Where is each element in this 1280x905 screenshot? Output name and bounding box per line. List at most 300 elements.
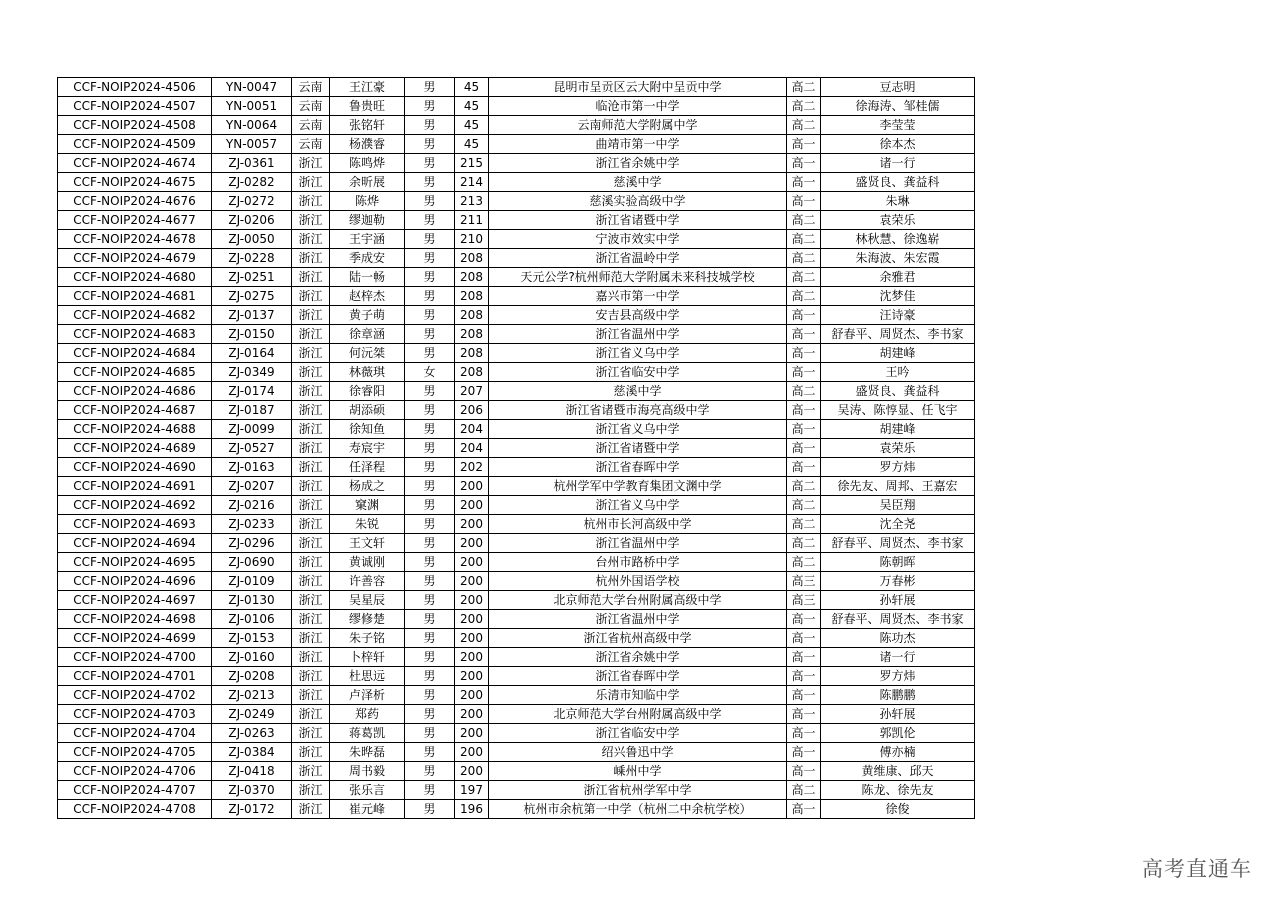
cell-name: 郑药 [330,705,405,724]
cell-exam-id: ZJ-0160 [212,648,292,667]
cell-contest-id: CCF-NOIP2024-4694 [58,534,212,553]
cell-name: 许善容 [330,572,405,591]
cell-name: 蒋葛凯 [330,724,405,743]
cell-coach: 汪诗豪 [821,306,975,325]
cell-gender: 男 [405,553,455,572]
cell-region: 浙江 [292,648,330,667]
cell-region: 云南 [292,135,330,154]
cell-region: 浙江 [292,268,330,287]
cell-name: 季成安 [330,249,405,268]
cell-grade: 高一 [787,420,821,439]
cell-score: 200 [455,629,489,648]
cell-name: 吴星辰 [330,591,405,610]
cell-coach: 朱海波、朱宏霞 [821,249,975,268]
cell-grade: 高三 [787,572,821,591]
table-row [58,382,975,401]
cell-gender: 男 [405,382,455,401]
cell-school: 绍兴鲁迅中学 [489,743,787,762]
cell-name: 缪迦勒 [330,211,405,230]
cell-gender: 男 [405,743,455,762]
cell-gender: 男 [405,724,455,743]
cell-school: 浙江省温州中学 [489,610,787,629]
cell-exam-id: ZJ-0296 [212,534,292,553]
cell-contest-id: CCF-NOIP2024-4691 [58,477,212,496]
cell-school: 浙江省义乌中学 [489,496,787,515]
cell-coach: 陈鹏鹏 [821,686,975,705]
cell-score: 202 [455,458,489,477]
cell-school: 浙江省温岭中学 [489,249,787,268]
cell-grade: 高二 [787,97,821,116]
cell-school: 浙江省诸暨市海亮高级中学 [489,401,787,420]
cell-gender: 男 [405,287,455,306]
cell-gender: 男 [405,496,455,515]
cell-name: 杨成之 [330,477,405,496]
cell-score: 200 [455,477,489,496]
cell-gender: 男 [405,268,455,287]
cell-coach: 徐先友、周邦、王嘉宏 [821,477,975,496]
cell-school: 北京师范大学台州附属高级中学 [489,705,787,724]
cell-coach: 李莹莹 [821,116,975,135]
table-row [58,572,975,591]
cell-region: 浙江 [292,287,330,306]
cell-coach: 胡建峰 [821,420,975,439]
cell-gender: 男 [405,325,455,344]
cell-name: 鲁贵旺 [330,97,405,116]
cell-grade: 高三 [787,591,821,610]
cell-contest-id: CCF-NOIP2024-4701 [58,667,212,686]
cell-gender: 男 [405,515,455,534]
cell-grade: 高二 [787,230,821,249]
cell-region: 浙江 [292,306,330,325]
table-row [58,154,975,173]
cell-contest-id: CCF-NOIP2024-4681 [58,287,212,306]
cell-gender: 男 [405,686,455,705]
cell-name: 王文轩 [330,534,405,553]
cell-contest-id: CCF-NOIP2024-4508 [58,116,212,135]
cell-score: 45 [455,116,489,135]
cell-gender: 男 [405,458,455,477]
cell-gender: 男 [405,629,455,648]
cell-name: 胡添硕 [330,401,405,420]
cell-name: 周书毅 [330,762,405,781]
cell-name: 陆一畅 [330,268,405,287]
cell-name: 杜思远 [330,667,405,686]
cell-exam-id: ZJ-0361 [212,154,292,173]
cell-school: 浙江省春晖中学 [489,458,787,477]
cell-contest-id: CCF-NOIP2024-4704 [58,724,212,743]
cell-gender: 男 [405,344,455,363]
cell-gender: 男 [405,97,455,116]
cell-school: 浙江省义乌中学 [489,344,787,363]
cell-grade: 高二 [787,553,821,572]
cell-school: 浙江省诸暨中学 [489,211,787,230]
cell-region: 浙江 [292,515,330,534]
table-row [58,325,975,344]
table-row [58,477,975,496]
cell-name: 寿宸宇 [330,439,405,458]
cell-name: 余昕展 [330,173,405,192]
cell-score: 208 [455,306,489,325]
table-row [58,211,975,230]
cell-region: 浙江 [292,325,330,344]
cell-grade: 高一 [787,401,821,420]
cell-school: 浙江省余姚中学 [489,154,787,173]
cell-score: 197 [455,781,489,800]
cell-coach: 黄维康、邱天 [821,762,975,781]
cell-contest-id: CCF-NOIP2024-4692 [58,496,212,515]
cell-region: 浙江 [292,686,330,705]
cell-gender: 男 [405,78,455,97]
cell-exam-id: YN-0051 [212,97,292,116]
cell-name: 徐章涵 [330,325,405,344]
table-row [58,173,975,192]
cell-contest-id: CCF-NOIP2024-4698 [58,610,212,629]
cell-region: 浙江 [292,173,330,192]
cell-name: 张乐言 [330,781,405,800]
cell-coach: 舒春平、周贤杰、李书家 [821,610,975,629]
cell-coach: 孙轩展 [821,591,975,610]
cell-coach: 盛贤良、龚益科 [821,173,975,192]
cell-coach: 徐本杰 [821,135,975,154]
cell-school: 浙江省温州中学 [489,534,787,553]
cell-school: 曲靖市第一中学 [489,135,787,154]
cell-exam-id: ZJ-0418 [212,762,292,781]
cell-school: 浙江省杭州学军中学 [489,781,787,800]
cell-score: 200 [455,496,489,515]
table-row [58,192,975,211]
table-row [58,800,975,819]
table-row [58,306,975,325]
cell-school: 北京师范大学台州附属高级中学 [489,591,787,610]
cell-region: 浙江 [292,705,330,724]
cell-coach: 舒春平、周贤杰、李书家 [821,534,975,553]
cell-region: 浙江 [292,724,330,743]
cell-grade: 高一 [787,192,821,211]
cell-school: 浙江省临安中学 [489,363,787,382]
cell-school: 台州市路桥中学 [489,553,787,572]
cell-region: 云南 [292,97,330,116]
cell-name: 赵梓杰 [330,287,405,306]
cell-score: 204 [455,420,489,439]
cell-exam-id: ZJ-0228 [212,249,292,268]
cell-grade: 高二 [787,515,821,534]
table-row [58,78,975,97]
cell-score: 200 [455,743,489,762]
cell-school: 昆明市呈贡区云大附中呈贡中学 [489,78,787,97]
table-row [58,724,975,743]
cell-contest-id: CCF-NOIP2024-4690 [58,458,212,477]
cell-contest-id: CCF-NOIP2024-4675 [58,173,212,192]
table-row [58,458,975,477]
table-row [58,610,975,629]
table-row [58,439,975,458]
cell-coach: 余雅君 [821,268,975,287]
table-row [58,515,975,534]
cell-score: 214 [455,173,489,192]
cell-contest-id: CCF-NOIP2024-4683 [58,325,212,344]
roster-table [57,77,975,819]
cell-gender: 男 [405,116,455,135]
cell-grade: 高一 [787,648,821,667]
cell-exam-id: ZJ-0251 [212,268,292,287]
cell-name: 缪修楚 [330,610,405,629]
cell-score: 208 [455,325,489,344]
cell-contest-id: CCF-NOIP2024-4688 [58,420,212,439]
table-row [58,401,975,420]
table-row [58,686,975,705]
cell-grade: 高二 [787,477,821,496]
cell-coach: 袁荣乐 [821,439,975,458]
cell-grade: 高一 [787,743,821,762]
cell-contest-id: CCF-NOIP2024-4687 [58,401,212,420]
cell-exam-id: ZJ-0187 [212,401,292,420]
table-row [58,648,975,667]
cell-contest-id: CCF-NOIP2024-4677 [58,211,212,230]
cell-exam-id: ZJ-0050 [212,230,292,249]
cell-coach: 吴臣翔 [821,496,975,515]
cell-region: 浙江 [292,534,330,553]
cell-gender: 男 [405,477,455,496]
cell-school: 慈溪中学 [489,382,787,401]
cell-region: 浙江 [292,211,330,230]
cell-school: 杭州学军中学教育集团文渊中学 [489,477,787,496]
cell-name: 卜梓轩 [330,648,405,667]
cell-gender: 男 [405,800,455,819]
cell-gender: 男 [405,249,455,268]
table-row [58,268,975,287]
cell-exam-id: YN-0047 [212,78,292,97]
cell-name: 徐知鱼 [330,420,405,439]
cell-grade: 高二 [787,287,821,306]
table-row [58,762,975,781]
cell-school: 浙江省温州中学 [489,325,787,344]
cell-score: 204 [455,439,489,458]
cell-coach: 诸一行 [821,154,975,173]
cell-name: 杨濮睿 [330,135,405,154]
cell-contest-id: CCF-NOIP2024-4703 [58,705,212,724]
cell-grade: 高二 [787,268,821,287]
cell-exam-id: ZJ-0206 [212,211,292,230]
cell-grade: 高一 [787,344,821,363]
cell-coach: 盛贤良、龚益科 [821,382,975,401]
cell-coach: 陈朝晖 [821,553,975,572]
cell-grade: 高二 [787,249,821,268]
cell-score: 196 [455,800,489,819]
cell-school: 嵊州中学 [489,762,787,781]
cell-grade: 高一 [787,705,821,724]
cell-name: 王宇涵 [330,230,405,249]
cell-coach: 沈梦佳 [821,287,975,306]
cell-score: 45 [455,78,489,97]
cell-score: 206 [455,401,489,420]
cell-score: 200 [455,686,489,705]
cell-exam-id: ZJ-0150 [212,325,292,344]
cell-contest-id: CCF-NOIP2024-4706 [58,762,212,781]
cell-name: 窠渊 [330,496,405,515]
cell-school: 天元公学?杭州师范大学附属未来科技城学校 [489,268,787,287]
cell-coach: 傅亦楠 [821,743,975,762]
cell-score: 208 [455,268,489,287]
cell-region: 浙江 [292,610,330,629]
cell-score: 45 [455,97,489,116]
cell-contest-id: CCF-NOIP2024-4680 [58,268,212,287]
cell-exam-id: ZJ-0272 [212,192,292,211]
cell-exam-id: ZJ-0208 [212,667,292,686]
cell-school: 乐清市知临中学 [489,686,787,705]
cell-exam-id: ZJ-0207 [212,477,292,496]
cell-coach: 林秋慧、徐逸崭 [821,230,975,249]
cell-exam-id: ZJ-0163 [212,458,292,477]
cell-region: 浙江 [292,458,330,477]
cell-region: 浙江 [292,249,330,268]
cell-grade: 高一 [787,667,821,686]
cell-region: 浙江 [292,230,330,249]
table-row [58,591,975,610]
cell-contest-id: CCF-NOIP2024-4705 [58,743,212,762]
cell-grade: 高一 [787,629,821,648]
cell-contest-id: CCF-NOIP2024-4674 [58,154,212,173]
cell-gender: 男 [405,420,455,439]
cell-gender: 男 [405,192,455,211]
cell-score: 200 [455,667,489,686]
cell-exam-id: ZJ-0282 [212,173,292,192]
cell-exam-id: ZJ-0384 [212,743,292,762]
cell-grade: 高二 [787,496,821,515]
cell-score: 200 [455,648,489,667]
cell-region: 浙江 [292,382,330,401]
cell-school: 杭州市长河高级中学 [489,515,787,534]
cell-grade: 高二 [787,781,821,800]
cell-name: 林薇琪 [330,363,405,382]
cell-region: 浙江 [292,743,330,762]
cell-contest-id: CCF-NOIP2024-4506 [58,78,212,97]
cell-region: 浙江 [292,363,330,382]
cell-region: 浙江 [292,192,330,211]
cell-exam-id: ZJ-0275 [212,287,292,306]
cell-gender: 男 [405,667,455,686]
cell-gender: 男 [405,173,455,192]
cell-coach: 胡建峰 [821,344,975,363]
cell-name: 任泽程 [330,458,405,477]
cell-name: 朱子铭 [330,629,405,648]
cell-score: 213 [455,192,489,211]
cell-school: 杭州外国语学校 [489,572,787,591]
cell-gender: 男 [405,211,455,230]
cell-school: 云南师范大学附属中学 [489,116,787,135]
cell-exam-id: YN-0057 [212,135,292,154]
cell-exam-id: ZJ-0370 [212,781,292,800]
cell-contest-id: CCF-NOIP2024-4684 [58,344,212,363]
cell-exam-id: ZJ-0216 [212,496,292,515]
cell-school: 安吉县高级中学 [489,306,787,325]
cell-name: 陈烨 [330,192,405,211]
cell-exam-id: ZJ-0233 [212,515,292,534]
cell-grade: 高一 [787,762,821,781]
cell-coach: 舒春平、周贤杰、李书家 [821,325,975,344]
cell-gender: 男 [405,439,455,458]
cell-exam-id: ZJ-0213 [212,686,292,705]
cell-contest-id: CCF-NOIP2024-4700 [58,648,212,667]
cell-coach: 万春彬 [821,572,975,591]
cell-score: 200 [455,515,489,534]
cell-gender: 男 [405,306,455,325]
cell-score: 200 [455,591,489,610]
table-row [58,135,975,154]
cell-grade: 高二 [787,78,821,97]
cell-exam-id: ZJ-0690 [212,553,292,572]
cell-exam-id: ZJ-0174 [212,382,292,401]
cell-region: 云南 [292,78,330,97]
cell-exam-id: ZJ-0263 [212,724,292,743]
cell-exam-id: ZJ-0153 [212,629,292,648]
cell-contest-id: CCF-NOIP2024-4676 [58,192,212,211]
cell-exam-id: YN-0064 [212,116,292,135]
cell-grade: 高一 [787,724,821,743]
cell-coach: 王吟 [821,363,975,382]
cell-contest-id: CCF-NOIP2024-4702 [58,686,212,705]
cell-contest-id: CCF-NOIP2024-4696 [58,572,212,591]
cell-grade: 高二 [787,211,821,230]
cell-grade: 高一 [787,325,821,344]
cell-score: 200 [455,572,489,591]
cell-name: 朱锐 [330,515,405,534]
table-row [58,249,975,268]
table-row [58,496,975,515]
cell-grade: 高一 [787,610,821,629]
cell-coach: 朱琳 [821,192,975,211]
cell-region: 浙江 [292,800,330,819]
cell-score: 210 [455,230,489,249]
cell-school: 慈溪实验高级中学 [489,192,787,211]
cell-school: 浙江省杭州高级中学 [489,629,787,648]
cell-coach: 徐海涛、邹桂儒 [821,97,975,116]
cell-region: 浙江 [292,477,330,496]
table-row [58,344,975,363]
cell-school: 慈溪中学 [489,173,787,192]
cell-region: 浙江 [292,762,330,781]
cell-name: 陈鸣烨 [330,154,405,173]
cell-coach: 孙轩展 [821,705,975,724]
table-row [58,97,975,116]
cell-coach: 罗方炜 [821,667,975,686]
table-row [58,116,975,135]
cell-score: 211 [455,211,489,230]
cell-region: 浙江 [292,496,330,515]
cell-grade: 高一 [787,439,821,458]
cell-exam-id: ZJ-0137 [212,306,292,325]
cell-name: 张铭轩 [330,116,405,135]
cell-exam-id: ZJ-0130 [212,591,292,610]
cell-grade: 高一 [787,458,821,477]
table-row [58,781,975,800]
cell-exam-id: ZJ-0249 [212,705,292,724]
cell-region: 云南 [292,116,330,135]
cell-exam-id: ZJ-0099 [212,420,292,439]
cell-coach: 吴涛、陈惇显、任飞宇 [821,401,975,420]
cell-grade: 高二 [787,382,821,401]
cell-gender: 男 [405,648,455,667]
cell-exam-id: ZJ-0349 [212,363,292,382]
cell-score: 207 [455,382,489,401]
cell-score: 200 [455,724,489,743]
cell-score: 200 [455,762,489,781]
cell-region: 浙江 [292,154,330,173]
cell-coach: 豆志明 [821,78,975,97]
cell-coach: 诸一行 [821,648,975,667]
cell-exam-id: ZJ-0109 [212,572,292,591]
table-row [58,705,975,724]
cell-region: 浙江 [292,572,330,591]
